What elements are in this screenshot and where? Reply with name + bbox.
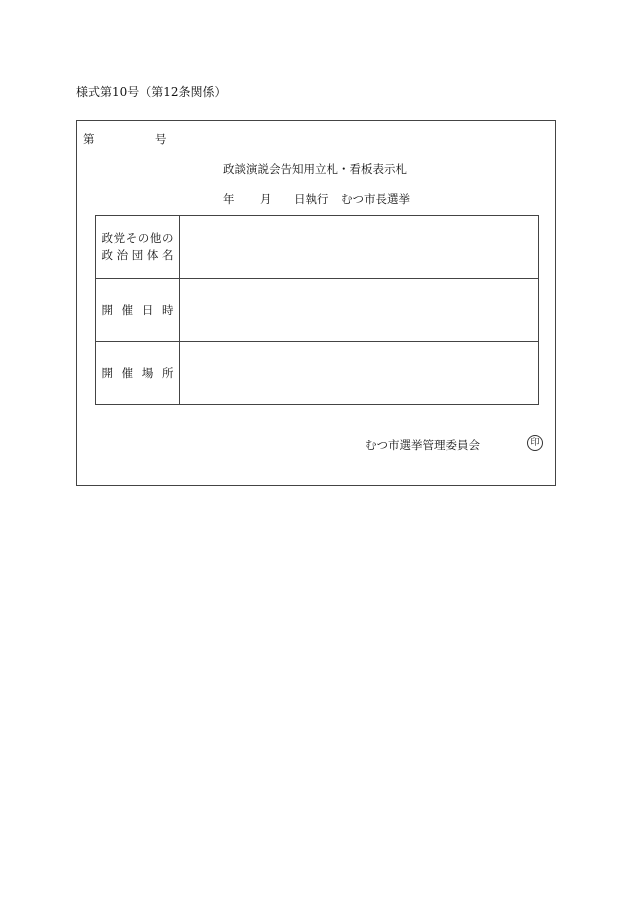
committee-name: むつ市選挙管理委員会: [365, 438, 480, 452]
party-name-value[interactable]: [180, 216, 539, 279]
election-day-held: 日執行: [294, 192, 329, 206]
seal-mark: 印: [527, 435, 543, 451]
document-number-suffix: 号: [155, 132, 167, 146]
date-time-label-text: 開催日時: [101, 302, 174, 317]
election-name: むつ市長選挙: [341, 192, 410, 206]
party-name-label-line1: 政党その他の: [101, 231, 174, 245]
table-row-party-name: [96, 216, 539, 279]
table-row-venue: [96, 342, 539, 405]
venue-label-text: 開催場所: [101, 365, 174, 380]
venue-label: [96, 342, 180, 405]
info-table: [95, 215, 539, 405]
party-name-label-line2: 政治団体名: [101, 248, 174, 262]
date-time-label: [96, 279, 180, 342]
form-number: 様式第10号（第12条関係）: [76, 85, 227, 99]
document-number-prefix: 第: [83, 132, 95, 146]
party-name-label: [96, 216, 180, 279]
date-time-value[interactable]: [180, 279, 539, 342]
document-title: 政談演説会告知用立札・看板表示札: [223, 162, 407, 176]
venue-value[interactable]: [180, 342, 539, 405]
notice-frame: [76, 120, 556, 486]
election-month-unit: 月: [260, 192, 272, 206]
election-year-unit: 年: [223, 192, 235, 206]
table-row-date-time: [96, 279, 539, 342]
